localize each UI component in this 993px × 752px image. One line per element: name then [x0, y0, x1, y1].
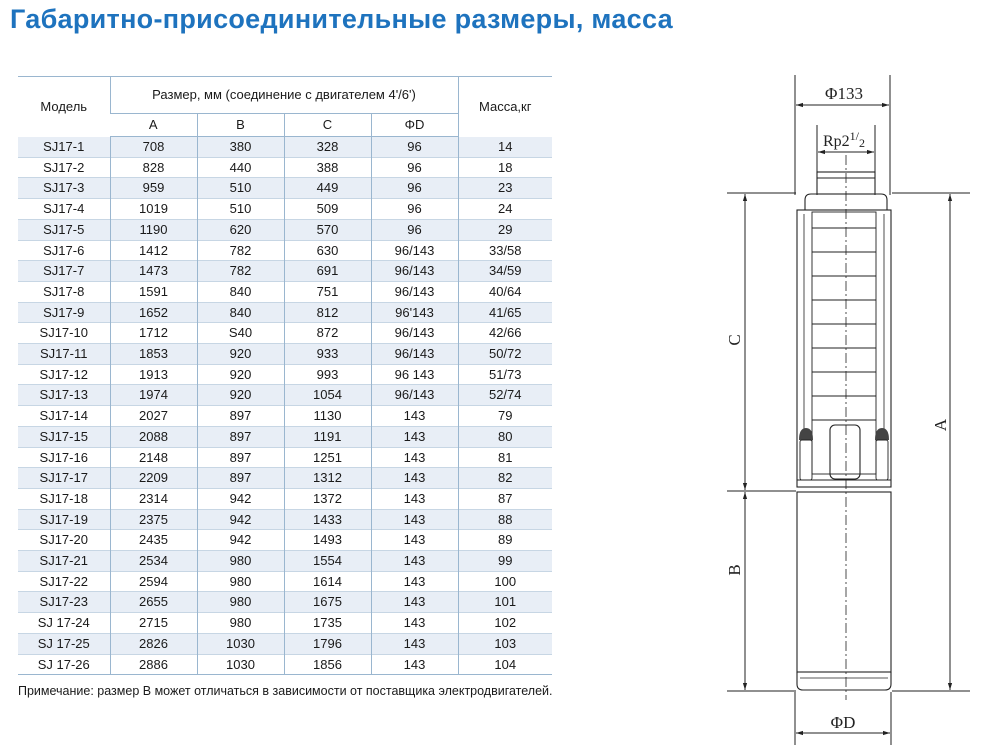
cell-b: 980 [197, 551, 284, 572]
cell-a: 1853 [110, 344, 197, 365]
cell-mass: 89 [458, 530, 552, 551]
cell-model: SJ17-5 [18, 219, 110, 240]
cell-mass: 18 [458, 157, 552, 178]
cell-mass: 41/65 [458, 302, 552, 323]
cell-mass: 81 [458, 447, 552, 468]
cell-mass: 87 [458, 488, 552, 509]
cell-d: 143 [371, 633, 458, 654]
cell-model: SJ17-23 [18, 592, 110, 613]
header-d: ΦD [371, 114, 458, 137]
cell-b: 1030 [197, 654, 284, 675]
cell-c: 1796 [284, 633, 371, 654]
cell-b: 897 [197, 426, 284, 447]
cell-b: 920 [197, 385, 284, 406]
cell-mass: 100 [458, 571, 552, 592]
cell-c: 328 [284, 137, 371, 158]
cell-a: 959 [110, 178, 197, 199]
cell-model: SJ17-21 [18, 551, 110, 572]
cell-c: 1433 [284, 509, 371, 530]
cell-mass: 80 [458, 426, 552, 447]
cell-c: 570 [284, 219, 371, 240]
cell-a: 2435 [110, 530, 197, 551]
cell-model: SJ 17-26 [37, 656, 90, 672]
cell-model: SJ17-16 [39, 449, 88, 465]
cell-mass: 103 [458, 633, 552, 654]
cell-c: 1856 [284, 654, 371, 675]
dim-a-label: A [931, 418, 950, 432]
cell-b: 897 [197, 468, 284, 489]
cell-model: SJ17-2 [43, 159, 85, 175]
cell-a: 2534 [110, 551, 197, 572]
cell-model: SJ17-6 [43, 242, 85, 258]
cell-b: 942 [197, 509, 284, 530]
cell-b: 510 [197, 178, 284, 199]
cell-b: 980 [197, 592, 284, 613]
cell-d: 96/143 [371, 344, 458, 365]
cell-model: SJ 17-25 [18, 633, 110, 654]
cell-a: 2826 [110, 633, 197, 654]
cell-d: 143 [371, 426, 458, 447]
cell-d: 96/143 [371, 261, 458, 282]
cell-mass: 51/73 [458, 364, 552, 385]
header-b: B [197, 114, 284, 137]
cell-a: 1712 [110, 323, 197, 344]
cell-d: 96/143 [371, 240, 458, 261]
cell-c: 1493 [284, 530, 371, 551]
cell-c: 509 [284, 199, 371, 220]
cell-a: 2715 [110, 613, 197, 634]
cell-mass: 88 [458, 509, 552, 530]
cell-model: SJ17-19 [18, 509, 110, 530]
cell-a: 828 [110, 157, 197, 178]
cell-model: SJ17-13 [18, 385, 110, 406]
header-c: C [284, 114, 371, 137]
cell-d: 143 [371, 468, 458, 489]
cell-c: 1054 [284, 385, 371, 406]
cell-d: 96 [371, 178, 458, 199]
cell-a: 1190 [110, 219, 197, 240]
header-size: Размер, мм (соединение с двигателем 4'/6') [110, 77, 458, 114]
header-a: A [110, 114, 197, 137]
cell-a: 1412 [110, 240, 197, 261]
cell-c: 1735 [284, 613, 371, 634]
cell-model: SJ17-1 [18, 137, 110, 158]
cell-c: 630 [284, 240, 371, 261]
cell-d: 143 [371, 509, 458, 530]
cell-c: 1675 [284, 592, 371, 613]
cell-a: 2314 [110, 488, 197, 509]
page-title: Габаритно-присоединительные размеры, масса [10, 4, 673, 34]
cell-model: SJ17-9 [18, 302, 110, 323]
cell-c: 1614 [284, 571, 371, 592]
cell-model: SJ17-12 [39, 366, 88, 382]
cell-d: 96/143 [371, 281, 458, 302]
cell-a: 1974 [110, 385, 197, 406]
cell-d: 143 [371, 571, 458, 592]
cell-b: 840 [197, 281, 284, 302]
cell-b: 897 [197, 406, 284, 427]
cell-b: S40 [197, 323, 284, 344]
dim-bottom-label: ΦD [830, 713, 856, 732]
cell-d: 96/143 [371, 385, 458, 406]
cell-model: SJ17-22 [39, 573, 88, 589]
cell-d: 96/143 [371, 323, 458, 344]
cell-b: 782 [197, 261, 284, 282]
header-mass: Масса,кг [458, 77, 552, 137]
cell-d: 96 [371, 199, 458, 220]
cell-model: SJ17-18 [39, 490, 88, 506]
dim-thread-label: $Rp2^1/_2$ [823, 129, 866, 150]
cell-model: SJ17-7 [18, 261, 110, 282]
cell-a: 1913 [110, 364, 197, 385]
footnote: Примечание: размер B может отличаться в зависимости от поставщика электродвигателей. [18, 684, 553, 698]
cell-mass: 23 [458, 178, 552, 199]
cell-a: 708 [110, 137, 197, 158]
cell-b: 782 [197, 240, 284, 261]
cell-model: SJ17-8 [43, 283, 85, 299]
cell-a: 1591 [110, 281, 197, 302]
cell-c: 812 [284, 302, 371, 323]
cell-d: 143 [371, 406, 458, 427]
cell-model: SJ17-11 [18, 344, 110, 365]
cell-c: 1372 [284, 488, 371, 509]
cell-d: 143 [371, 592, 458, 613]
cell-c: 872 [284, 323, 371, 344]
cell-c: 449 [284, 178, 371, 199]
cell-d: 143 [371, 613, 458, 634]
cell-mass: 34/59 [458, 261, 552, 282]
cell-model: SJ17-4 [43, 201, 85, 217]
cell-b: 897 [197, 447, 284, 468]
cell-a: 2375 [110, 509, 197, 530]
cell-d: 96'143 [371, 302, 458, 323]
cell-b: 980 [197, 571, 284, 592]
cell-mass: 33/58 [458, 240, 552, 261]
cell-a: 2148 [110, 447, 197, 468]
cell-model: SJ17-17 [18, 468, 110, 489]
cell-model: SJ17-20 [39, 532, 88, 548]
cell-d: 143 [371, 551, 458, 572]
cell-d: 96 143 [371, 364, 458, 385]
cell-mass: 24 [458, 199, 552, 220]
cell-b: 620 [197, 219, 284, 240]
header-model: Модель [18, 77, 110, 137]
cell-b: 440 [197, 157, 284, 178]
cell-mass: 29 [458, 219, 552, 240]
dim-c-label: C [725, 334, 744, 346]
cell-a: 2027 [110, 406, 197, 427]
dim-top-label: Φ133 [825, 84, 863, 103]
cell-mass: 40/64 [458, 281, 552, 302]
cell-d: 96 [371, 157, 458, 178]
cell-mass: 102 [458, 613, 552, 634]
cell-c: 751 [284, 281, 371, 302]
cell-c: 993 [284, 364, 371, 385]
cell-mass: 99 [458, 551, 552, 572]
cell-mass: 52/74 [458, 385, 552, 406]
cell-mass: 101 [458, 592, 552, 613]
cell-b: 920 [197, 364, 284, 385]
cell-b: 920 [197, 344, 284, 365]
cell-d: 96 [371, 219, 458, 240]
cell-c: 1251 [284, 447, 371, 468]
cell-b: 1030 [197, 633, 284, 654]
cell-b: 380 [197, 137, 284, 158]
cell-c: 933 [284, 344, 371, 365]
cell-c: 388 [284, 157, 371, 178]
cell-model: SJ17-3 [18, 178, 110, 199]
cell-a: 2886 [110, 654, 197, 675]
cell-mass: 79 [458, 406, 552, 427]
cell-b: 840 [197, 302, 284, 323]
cell-d: 143 [371, 530, 458, 551]
cell-mass: 82 [458, 468, 552, 489]
cell-a: 1473 [110, 261, 197, 282]
cell-a: 2594 [110, 571, 197, 592]
cell-model: SJ17-15 [18, 426, 110, 447]
cell-b: 980 [197, 613, 284, 634]
cell-a: 2209 [110, 468, 197, 489]
cell-model: SJ17-10 [39, 325, 88, 341]
cell-d: 96 [371, 137, 458, 158]
cell-model: SJ 17-24 [37, 615, 90, 631]
cell-b: 510 [197, 199, 284, 220]
cell-a: 1019 [110, 199, 197, 220]
cell-mass: 42/66 [458, 323, 552, 344]
dim-b-label: B [725, 564, 744, 576]
cell-c: 1191 [284, 426, 371, 447]
cell-mass: 50/72 [458, 344, 552, 365]
cell-b: 942 [197, 488, 284, 509]
cell-c: 1554 [284, 551, 371, 572]
cell-c: 1130 [284, 406, 371, 427]
cell-c: 691 [284, 261, 371, 282]
cell-b: 942 [197, 530, 284, 551]
cell-mass: 104 [458, 654, 552, 675]
cell-a: 2655 [110, 592, 197, 613]
cell-a: 1652 [110, 302, 197, 323]
cell-a: 2088 [110, 426, 197, 447]
cell-d: 143 [371, 654, 458, 675]
cell-c: 1312 [284, 468, 371, 489]
motor-body [797, 492, 891, 672]
cell-mass: 14 [458, 137, 552, 158]
cell-d: 143 [371, 447, 458, 468]
cell-d: 143 [371, 488, 458, 509]
cell-model: SJ17-14 [39, 408, 88, 424]
